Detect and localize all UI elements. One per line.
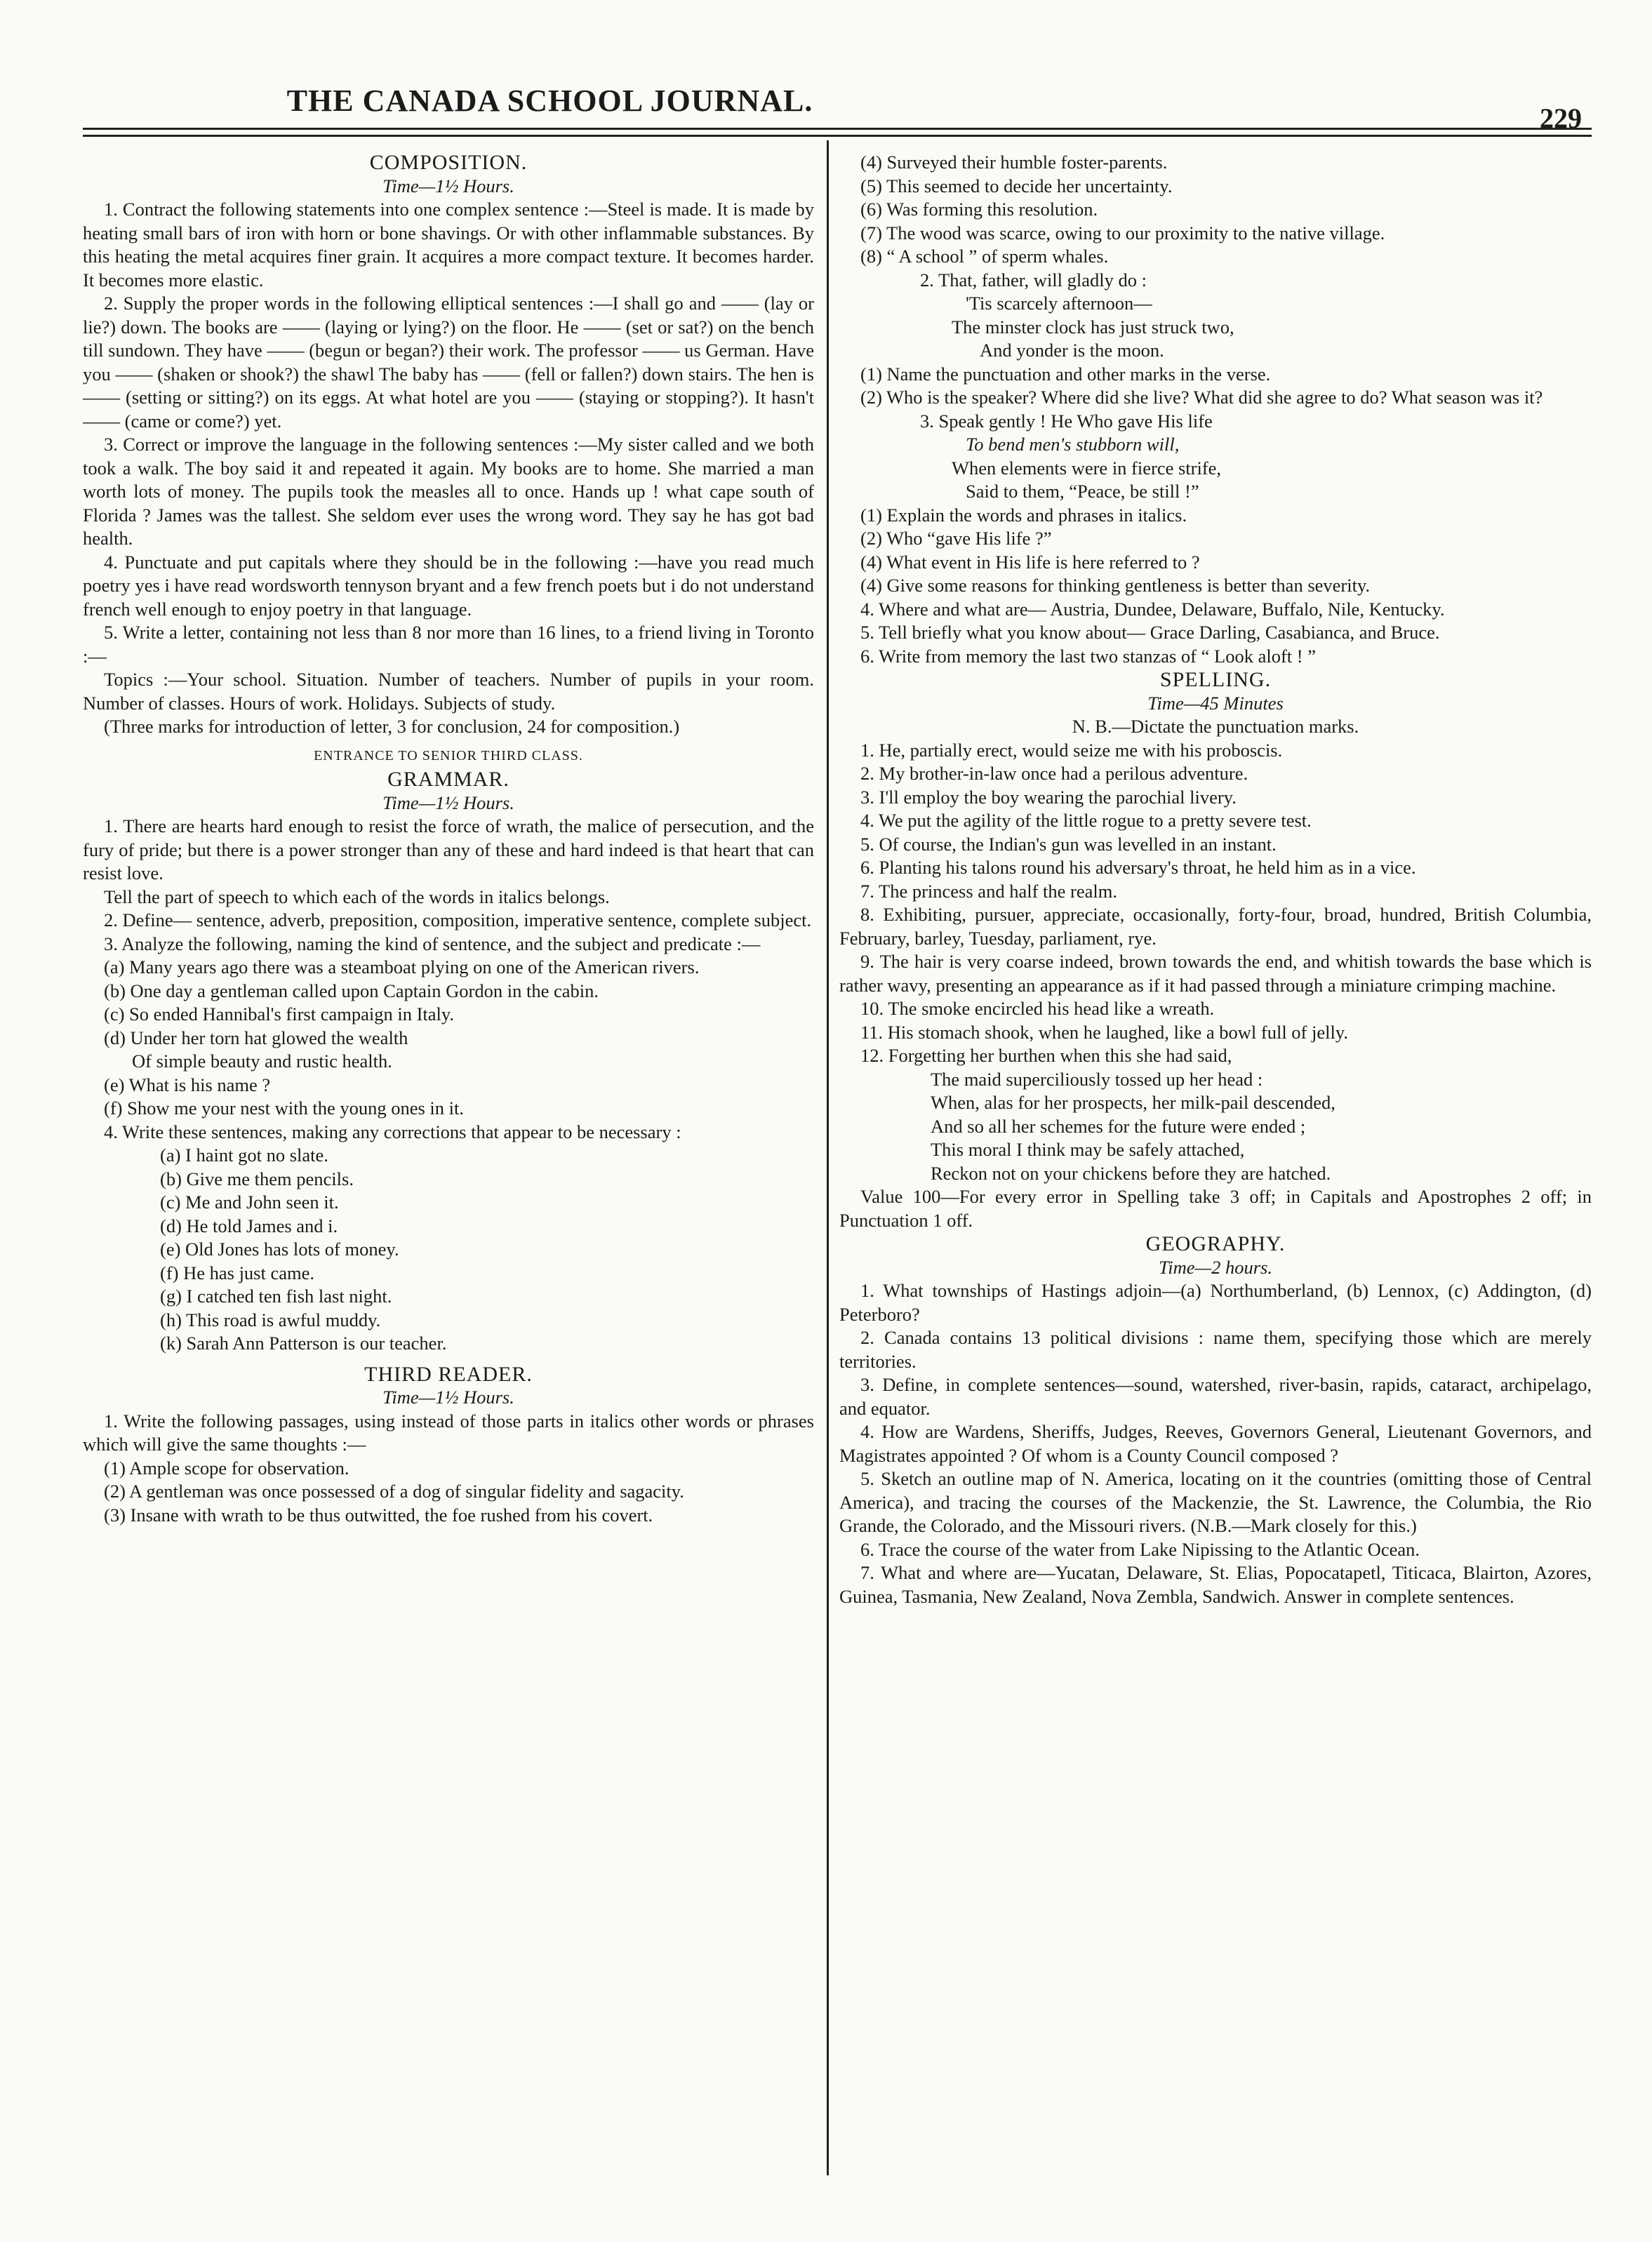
sub-question: (1) Explain the words and phrases in italics.	[860, 504, 1187, 526]
poem-line: 3. Speak gently ! He Who gave His life	[920, 410, 1213, 432]
sub-question: (c) Me and John seen it.	[160, 1192, 339, 1213]
sub-question: (1) Name the punctuation and other marks in the verse.	[860, 363, 1271, 385]
question: 3. Correct or improve the language in the following sentences :—My sister called and we both took a walk. The boy said it and repeated it again. My books are to home. She married a man worth lots of money. The pupils took the measles all to once. Hands up ! what cape south of Florida ? James was the tallest. She seldom ever uses the wrong word. They say he has got bad health.	[83, 434, 814, 549]
question: 7. What and where are—Yucatan, Delaware, St. Elias, Popocatapetl, Titicaca, Blairton, Azores, Guinea, Tasmania, New Zealand, Nova Zembla, Sandwich. Answer in complete sentences.	[839, 1562, 1592, 1607]
spelling-item: 2. My brother-in-law once had a perilous adventure.	[860, 763, 1248, 784]
sub-question: Of simple beauty and rustic health.	[132, 1050, 392, 1072]
spelling-item: 10. The smoke encircled his head like a wreath.	[860, 998, 1215, 1019]
section-time: Time—45 Minutes	[1147, 692, 1284, 714]
question: 5. Sketch an outline map of N. America, locating on it the countries (omitting those of Central America), and tracing the courses of the Mackenzie, the St. Lawrence, the Columbia, the Rio Grande, the Colorado, and the Missouri rivers. (N.B.—Mark closely for this.)	[839, 1468, 1592, 1536]
sub-question: (e) Old Jones has lots of money.	[160, 1239, 399, 1260]
sub-question: (b) Give me them pencils.	[160, 1168, 354, 1189]
question: 1. There are hearts hard enough to resist the force of wrath, the malice of persecution, and the fury of pride; but there is a power stronger than any of these and hard indeed is that heart that can resist love.	[83, 815, 814, 883]
class-heading: ENTRANCE TO SENIOR THIRD CLASS.	[314, 747, 583, 763]
question: 4. How are Wardens, Sheriffs, Judges, Reeves, Governors General, Lieutenant Governors, and Magistrates appointed ? Of whom is a County Council composed ?	[839, 1421, 1592, 1466]
sub-question: (8) “ A school ” of sperm whales.	[860, 246, 1109, 267]
spelling-item: 8. Exhibiting, pursuer, appreciate, occasionally, forty-four, broad, hundred, British Columbia, February, barley, Tuesday, parliament, rye.	[839, 904, 1592, 949]
spelling-item: 4. We put the agility of the little rogue to a pretty severe test.	[860, 810, 1312, 831]
spelling-item: 12. Forgetting her burthen when this she had said,	[860, 1045, 1232, 1066]
question: (Three marks for introduction of letter, 3 for conclusion, 24 for composition.)	[104, 716, 680, 737]
spelling-item: 3. I'll employ the boy wearing the parochial livery.	[860, 786, 1237, 808]
poem-line: Reckon not on your chickens before they are hatched.	[931, 1162, 1331, 1184]
left-column	[83, 151, 814, 1527]
sub-question: (2) Who is the speaker? Where did she live? What did she agree to do? What season was it?	[860, 387, 1543, 408]
right-column	[839, 151, 1592, 1608]
question: 5. Tell briefly what you know about— Grace Darling, Casabianca, and Bruce.	[860, 622, 1440, 643]
question: 1. What townships of Hastings adjoin—(a) Northumberland, (b) Lennox, (c) Addington, (d) Peterboro?	[839, 1280, 1592, 1325]
section-heading: GRAMMAR.	[387, 768, 509, 791]
spelling-item: 11. His stomach shook, when he laughed, like a bowl full of jelly.	[860, 1021, 1349, 1043]
sub-question: (k) Sarah Ann Patterson is our teacher.	[160, 1333, 447, 1354]
journal-title: THE CANADA SCHOOL JOURNAL.	[286, 84, 813, 118]
question: 4. Punctuate and put capitals where they should be in the following :—have you read much poetry yes i have read wordsworth tennyson bryant and a few french poets but i do not understand french well enough to enjoy poetry in that language.	[83, 551, 814, 620]
poem-line: This moral I think may be safely attached,	[931, 1139, 1245, 1160]
poem-line: And so all her schemes for the future were ended ;	[931, 1115, 1306, 1137]
header-rule-thin	[83, 135, 1592, 137]
sub-question: (h) This road is awful muddy.	[160, 1309, 381, 1330]
sub-question: (d) Under her torn hat glowed the wealth	[104, 1027, 408, 1048]
question: 3. Define, in complete sentences—sound, watershed, river-basin, rapids, cataract, archipelago, and equator.	[839, 1374, 1592, 1419]
section-time: Time—2 hours.	[1159, 1256, 1272, 1278]
poem-line: To bend men's stubborn will,	[966, 434, 1180, 455]
spelling-item: 1. He, partially erect, would seize me with his proboscis.	[860, 739, 1283, 761]
question: 2. Supply the proper words in the following elliptical sentences :—I shall go and —— (lay or lie?) down. The books are —— (laying or lying?) on the floor. He —— (set or sat?) on the bench till sundown. They have —— (begun or began?) their work. The professor —— us German. Have you —— (shaken or shook?) the shawl The baby has —— (fell or fallen?) down stairs. The hen is —— (setting or sitting?) on its eggs. At what hotel are you —— (staying or stopping?). It hasn't —— (came or come?) yet.	[83, 293, 814, 432]
section-heading: THIRD READER.	[364, 1362, 533, 1386]
header-rule	[83, 128, 1592, 130]
sub-question: (a) Many years ago there was a steamboat plying on one of the American rivers.	[104, 956, 700, 977]
question: 6. Trace the course of the water from Lake Nipissing to the Atlantic Ocean.	[860, 1538, 1420, 1560]
poem-line: Said to them, “Peace, be still !”	[966, 481, 1199, 502]
section-heading: SPELLING.	[1159, 668, 1272, 691]
column-divider	[827, 140, 829, 2175]
poem-line: 2. That, father, will gladly do :	[920, 269, 1147, 291]
sub-question: (e) What is his name ?	[104, 1074, 271, 1095]
section-time: Time—1½ Hours.	[382, 792, 514, 813]
sub-question: (4) Surveyed their humble foster-parents.	[860, 152, 1168, 173]
spelling-item: 9. The hair is very coarse indeed, brown towards the end, and whitish towards the base which is rather wavy, presenting an appearance as if it had passed through a miniature crimping machine.	[839, 951, 1592, 996]
sub-question: (c) So ended Hannibal's first campaign in Italy.	[104, 1003, 455, 1025]
spelling-item: 7. The princess and half the realm.	[860, 880, 1117, 902]
question: 3. Analyze the following, naming the kind of sentence, and the subject and predicate :—	[104, 933, 761, 954]
sub-question: (7) The wood was scarce, owing to our proximity to the native village.	[860, 222, 1385, 243]
question: 5. Write a letter, containing not less than 8 nor more than 16 lines, to a friend living in Toronto :—	[83, 622, 814, 667]
section-time: Time—1½ Hours.	[382, 175, 514, 196]
poem-line: The maid superciliously tossed up her head :	[931, 1068, 1263, 1090]
poem-line: And yonder is the moon.	[980, 340, 1164, 361]
marking-note: Value 100—For every error in Spelling take 3 off; in Capitals and Apostrophes 2 off; in Punctuation 1 off.	[839, 1186, 1592, 1231]
sub-question: (2) A gentleman was once possessed of a dog of singular fidelity and sagacity.	[104, 1481, 684, 1502]
sub-question: (g) I catched ten fish last night.	[160, 1286, 392, 1307]
question: 4. Write these sentences, making any corrections that appear to be necessary :	[104, 1121, 681, 1142]
section-time: Time—1½ Hours.	[382, 1387, 514, 1408]
sub-question: (f) He has just came.	[160, 1262, 315, 1283]
poem-line: When elements were in fierce strife,	[952, 457, 1222, 479]
question: 2. Define— sentence, adverb, preposition, composition, imperative sentence, complete subject.	[104, 909, 812, 930]
sub-question: (a) I haint got no slate.	[160, 1145, 328, 1166]
question: 4. Where and what are— Austria, Dundee, Delaware, Buffalo, Nile, Kentucky.	[860, 598, 1445, 620]
question: 6. Write from memory the last two stanzas of “ Look aloft ! ”	[860, 645, 1316, 667]
section-note: N. B.—Dictate the punctuation marks.	[1072, 716, 1359, 737]
section-heading: GEOGRAPHY.	[1145, 1232, 1286, 1255]
poem-line: 'Tis scarcely afternoon—	[966, 293, 1152, 314]
section-heading: COMPOSITION.	[369, 151, 528, 174]
sub-question: (5) This seemed to decide her uncertainty.	[860, 175, 1173, 196]
sub-question: (3) Insane with wrath to be thus outwitted, the foe rushed from his covert.	[104, 1504, 653, 1526]
sub-question: (2) Who “gave His life ?”	[860, 528, 1052, 549]
spelling-item: 6. Planting his talons round his adversary's throat, he held him as in a vice.	[860, 857, 1416, 878]
question: 1. Write the following passages, using instead of those parts in italics other words or phrases which will give the same thoughts :—	[83, 1410, 814, 1455]
sub-question: (4) What event in His life is here referred to ?	[860, 551, 1200, 573]
question: Topics :—Your school. Situation. Number of teachers. Number of pupils in your room. Number of classes. Hours of work. Holidays. Subjects of study.	[83, 669, 814, 714]
poem-line: When, alas for her prospects, her milk-pail descended,	[931, 1092, 1335, 1113]
page-number: 229	[1540, 102, 1582, 134]
question: 2. Canada contains 13 political divisions : name them, specifying those which are merely territories.	[839, 1327, 1592, 1372]
spelling-item: 5. Of course, the Indian's gun was levelled in an instant.	[860, 833, 1277, 855]
question: Tell the part of speech to which each of the words in italics belongs.	[104, 886, 610, 907]
sub-question: (f) Show me your nest with the young ones in it.	[104, 1097, 465, 1119]
poem-line: The minster clock has just struck two,	[952, 316, 1234, 338]
sub-question: (1) Ample scope for observation.	[104, 1457, 349, 1479]
question: 1. Contract the following statements into one complex sentence :—Steel is made. It is made by heating small bars of iron with horn or bone shavings. Or with other inflammable substances. By this heating the metal acquires finer grain. It acquires a more compact texture. It becomes harder. It becomes more elastic.	[83, 199, 814, 291]
sub-question: (d) He told James and i.	[160, 1215, 338, 1236]
sub-question: (4) Give some reasons for thinking gentleness is better than severity.	[860, 575, 1371, 596]
sub-question: (b) One day a gentleman called upon Captain Gordon in the cabin.	[104, 980, 599, 1001]
sub-question: (6) Was forming this resolution.	[860, 199, 1098, 220]
